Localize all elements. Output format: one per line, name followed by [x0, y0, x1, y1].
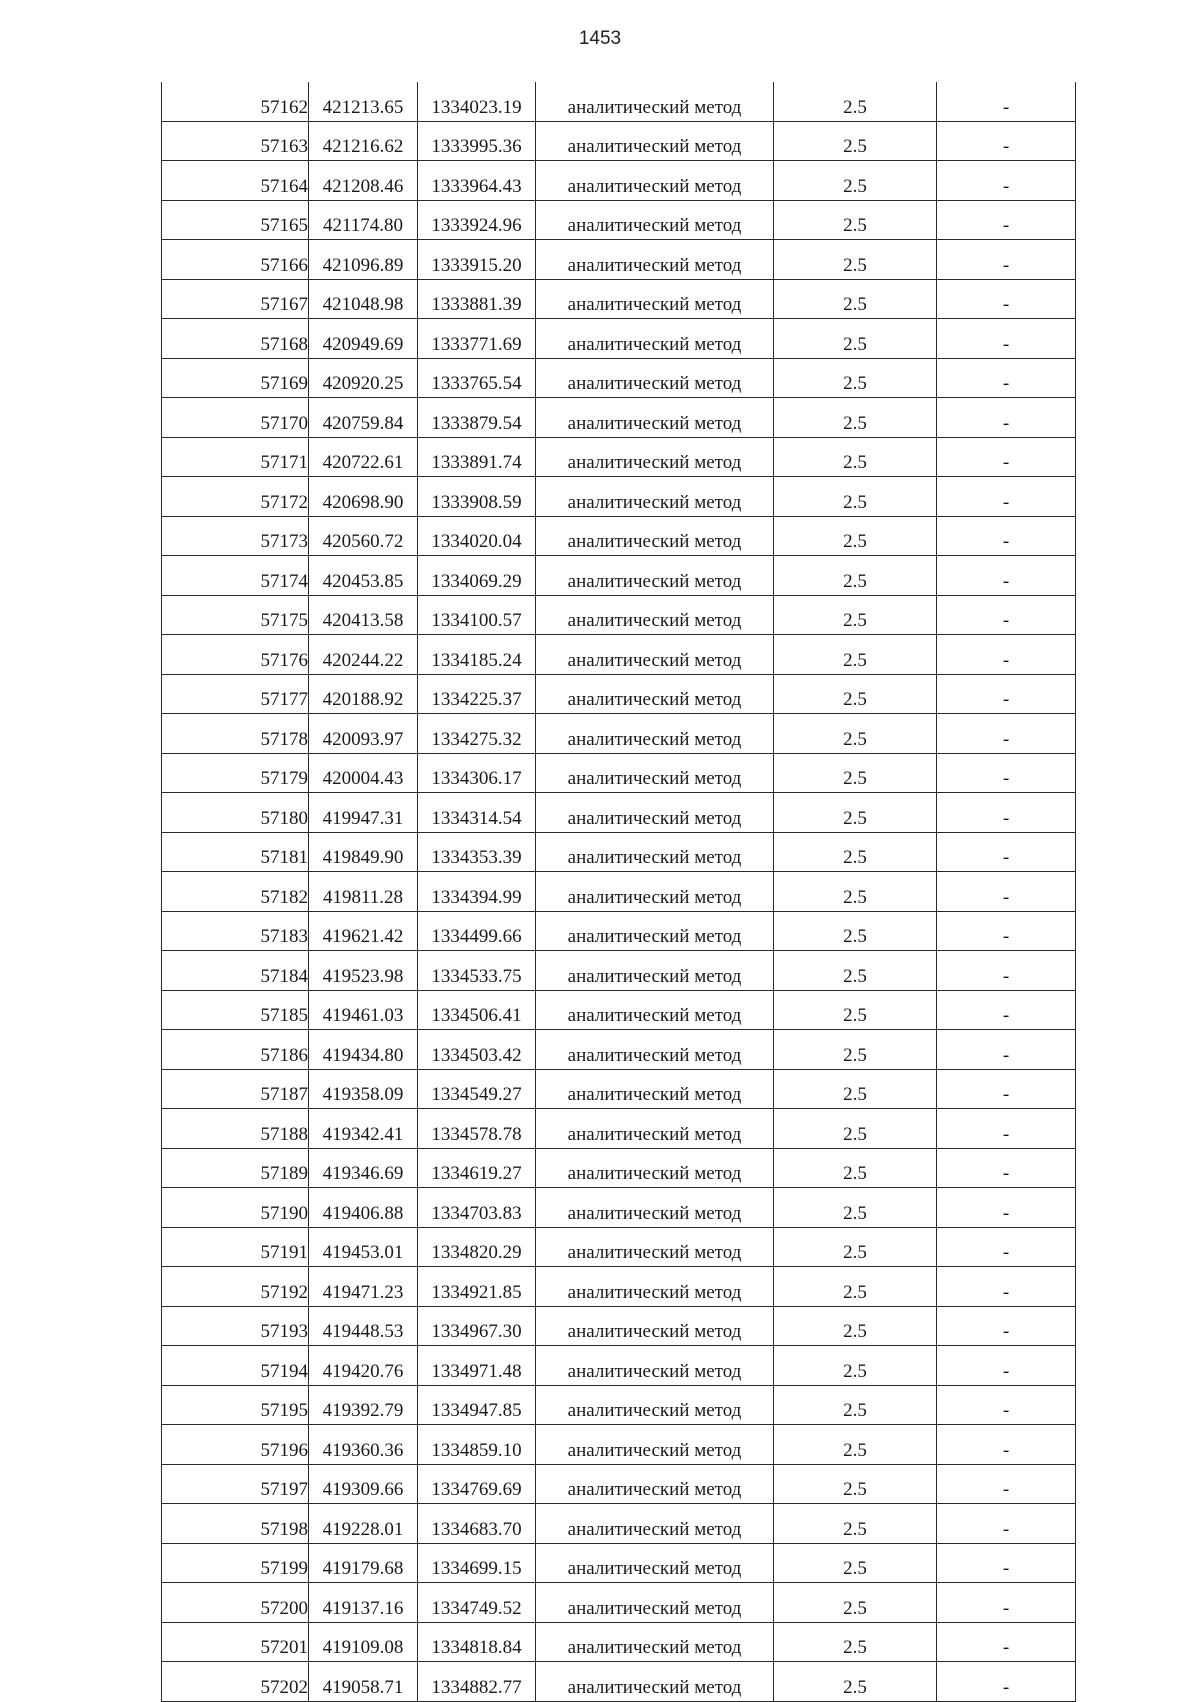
- method-cell: аналитический метод: [536, 635, 774, 675]
- point-number-cell: 57175: [162, 595, 309, 635]
- y-coordinate-cell: 1334967.30: [418, 1306, 536, 1346]
- method-cell: аналитический метод: [536, 1622, 774, 1662]
- point-number-cell: 57200: [162, 1583, 309, 1623]
- accuracy-cell: 2.5: [774, 1583, 937, 1623]
- x-coordinate-cell: 419406.88: [309, 1188, 418, 1228]
- method-cell: аналитический метод: [536, 1148, 774, 1188]
- table-row: [162, 1148, 1076, 1188]
- method-cell: аналитический метод: [536, 437, 774, 477]
- x-coordinate-cell: 420949.69: [309, 319, 418, 359]
- method-cell: аналитический метод: [536, 911, 774, 951]
- note-cell: -: [937, 1030, 1076, 1070]
- table-row: [162, 279, 1076, 319]
- point-number-cell: 57163: [162, 121, 309, 161]
- point-number-cell: 57186: [162, 1030, 309, 1070]
- accuracy-cell: 2.5: [774, 1543, 937, 1583]
- table-row: [162, 1267, 1076, 1307]
- accuracy-cell: 2.5: [774, 1464, 937, 1504]
- point-number-cell: 57187: [162, 1069, 309, 1109]
- x-coordinate-cell: 419453.01: [309, 1227, 418, 1267]
- accuracy-cell: 2.5: [774, 753, 937, 793]
- accuracy-cell: 2.5: [774, 1385, 937, 1425]
- y-coordinate-cell: 1334394.99: [418, 872, 536, 912]
- point-number-cell: 57184: [162, 951, 309, 991]
- accuracy-cell: 2.5: [774, 161, 937, 201]
- accuracy-cell: 2.5: [774, 1346, 937, 1386]
- point-number-cell: 57181: [162, 832, 309, 872]
- table-row: [162, 477, 1076, 517]
- table-row: [162, 990, 1076, 1030]
- y-coordinate-cell: 1333765.54: [418, 358, 536, 398]
- note-cell: -: [937, 1069, 1076, 1109]
- x-coordinate-cell: 421213.65: [309, 82, 418, 121]
- method-cell: аналитический метод: [536, 1069, 774, 1109]
- note-cell: -: [937, 714, 1076, 754]
- table-row: [162, 1583, 1076, 1623]
- note-cell: -: [937, 240, 1076, 280]
- y-coordinate-cell: 1334859.10: [418, 1425, 536, 1465]
- y-coordinate-cell: 1334703.83: [418, 1188, 536, 1228]
- table-row: [162, 437, 1076, 477]
- method-cell: аналитический метод: [536, 714, 774, 754]
- point-number-cell: 57193: [162, 1306, 309, 1346]
- note-cell: -: [937, 1425, 1076, 1465]
- table-row: [162, 832, 1076, 872]
- point-number-cell: 57197: [162, 1464, 309, 1504]
- method-cell: аналитический метод: [536, 1030, 774, 1070]
- accuracy-cell: 2.5: [774, 1267, 937, 1307]
- note-cell: -: [937, 1267, 1076, 1307]
- point-number-cell: 57164: [162, 161, 309, 201]
- note-cell: -: [937, 990, 1076, 1030]
- y-coordinate-cell: 1334578.78: [418, 1109, 536, 1149]
- method-cell: аналитический метод: [536, 595, 774, 635]
- note-cell: -: [937, 635, 1076, 675]
- x-coordinate-cell: 419228.01: [309, 1504, 418, 1544]
- table-row: [162, 951, 1076, 991]
- point-number-cell: 57202: [162, 1662, 309, 1702]
- x-coordinate-cell: 420698.90: [309, 477, 418, 517]
- method-cell: аналитический метод: [536, 1504, 774, 1544]
- point-number-cell: 57192: [162, 1267, 309, 1307]
- x-coordinate-cell: 419461.03: [309, 990, 418, 1030]
- note-cell: -: [937, 911, 1076, 951]
- accuracy-cell: 2.5: [774, 1662, 937, 1702]
- y-coordinate-cell: 1333995.36: [418, 121, 536, 161]
- table-row: [162, 82, 1076, 121]
- accuracy-cell: 2.5: [774, 1030, 937, 1070]
- y-coordinate-cell: 1334549.27: [418, 1069, 536, 1109]
- note-cell: -: [937, 82, 1076, 121]
- x-coordinate-cell: 419358.09: [309, 1069, 418, 1109]
- table-row: [162, 714, 1076, 754]
- table-row: [162, 1543, 1076, 1583]
- y-coordinate-cell: 1334820.29: [418, 1227, 536, 1267]
- note-cell: -: [937, 1583, 1076, 1623]
- table-row: [162, 753, 1076, 793]
- accuracy-cell: 2.5: [774, 990, 937, 1030]
- note-cell: -: [937, 398, 1076, 438]
- method-cell: аналитический метод: [536, 516, 774, 556]
- note-cell: -: [937, 161, 1076, 201]
- method-cell: аналитический метод: [536, 279, 774, 319]
- x-coordinate-cell: 419621.42: [309, 911, 418, 951]
- x-coordinate-cell: 420920.25: [309, 358, 418, 398]
- point-number-cell: 57171: [162, 437, 309, 477]
- note-cell: -: [937, 1543, 1076, 1583]
- note-cell: -: [937, 753, 1076, 793]
- point-number-cell: 57182: [162, 872, 309, 912]
- table-row: [162, 1622, 1076, 1662]
- y-coordinate-cell: 1334503.42: [418, 1030, 536, 1070]
- note-cell: -: [937, 437, 1076, 477]
- table-row: [162, 1227, 1076, 1267]
- table-row: [162, 635, 1076, 675]
- table-row: [162, 1109, 1076, 1149]
- x-coordinate-cell: 420188.92: [309, 674, 418, 714]
- table-row: [162, 1662, 1076, 1702]
- note-cell: -: [937, 1227, 1076, 1267]
- note-cell: -: [937, 793, 1076, 833]
- table-row: [162, 595, 1076, 635]
- y-coordinate-cell: 1334921.85: [418, 1267, 536, 1307]
- note-cell: -: [937, 1464, 1076, 1504]
- table-row: [162, 121, 1076, 161]
- method-cell: аналитический метод: [536, 872, 774, 912]
- method-cell: аналитический метод: [536, 1109, 774, 1149]
- point-number-cell: 57201: [162, 1622, 309, 1662]
- accuracy-cell: 2.5: [774, 240, 937, 280]
- x-coordinate-cell: 421216.62: [309, 121, 418, 161]
- x-coordinate-cell: 419811.28: [309, 872, 418, 912]
- point-number-cell: 57183: [162, 911, 309, 951]
- accuracy-cell: 2.5: [774, 714, 937, 754]
- y-coordinate-cell: 1334818.84: [418, 1622, 536, 1662]
- point-number-cell: 57199: [162, 1543, 309, 1583]
- accuracy-cell: 2.5: [774, 319, 937, 359]
- accuracy-cell: 2.5: [774, 556, 937, 596]
- note-cell: -: [937, 872, 1076, 912]
- accuracy-cell: 2.5: [774, 832, 937, 872]
- x-coordinate-cell: 420722.61: [309, 437, 418, 477]
- x-coordinate-cell: 419109.08: [309, 1622, 418, 1662]
- note-cell: -: [937, 516, 1076, 556]
- y-coordinate-cell: 1334275.32: [418, 714, 536, 754]
- point-number-cell: 57167: [162, 279, 309, 319]
- table-row: [162, 319, 1076, 359]
- note-cell: -: [937, 319, 1076, 359]
- x-coordinate-cell: 419471.23: [309, 1267, 418, 1307]
- note-cell: -: [937, 1346, 1076, 1386]
- point-number-cell: 57166: [162, 240, 309, 280]
- point-number-cell: 57196: [162, 1425, 309, 1465]
- note-cell: -: [937, 832, 1076, 872]
- table-row: [162, 911, 1076, 951]
- y-coordinate-cell: 1333915.20: [418, 240, 536, 280]
- y-coordinate-cell: 1334947.85: [418, 1385, 536, 1425]
- method-cell: аналитический метод: [536, 1188, 774, 1228]
- method-cell: аналитический метод: [536, 398, 774, 438]
- y-coordinate-cell: 1334533.75: [418, 951, 536, 991]
- note-cell: -: [937, 1662, 1076, 1702]
- table-row: [162, 161, 1076, 201]
- y-coordinate-cell: 1334699.15: [418, 1543, 536, 1583]
- y-coordinate-cell: 1333924.96: [418, 200, 536, 240]
- x-coordinate-cell: 419849.90: [309, 832, 418, 872]
- accuracy-cell: 2.5: [774, 911, 937, 951]
- accuracy-cell: 2.5: [774, 1109, 937, 1149]
- note-cell: -: [937, 1109, 1076, 1149]
- accuracy-cell: 2.5: [774, 872, 937, 912]
- method-cell: аналитический метод: [536, 1227, 774, 1267]
- point-number-cell: 57189: [162, 1148, 309, 1188]
- note-cell: -: [937, 1306, 1076, 1346]
- point-number-cell: 57174: [162, 556, 309, 596]
- accuracy-cell: 2.5: [774, 82, 937, 121]
- method-cell: аналитический метод: [536, 1662, 774, 1702]
- accuracy-cell: 2.5: [774, 516, 937, 556]
- x-coordinate-cell: 420413.58: [309, 595, 418, 635]
- accuracy-cell: 2.5: [774, 1148, 937, 1188]
- x-coordinate-cell: 419058.71: [309, 1662, 418, 1702]
- table-row: [162, 516, 1076, 556]
- y-coordinate-cell: 1334314.54: [418, 793, 536, 833]
- point-number-cell: 57169: [162, 358, 309, 398]
- method-cell: аналитический метод: [536, 82, 774, 121]
- y-coordinate-cell: 1334499.66: [418, 911, 536, 951]
- accuracy-cell: 2.5: [774, 398, 937, 438]
- x-coordinate-cell: 420244.22: [309, 635, 418, 675]
- point-number-cell: 57165: [162, 200, 309, 240]
- method-cell: аналитический метод: [536, 161, 774, 201]
- coordinates-table: [161, 82, 1076, 1702]
- x-coordinate-cell: 420560.72: [309, 516, 418, 556]
- accuracy-cell: 2.5: [774, 1425, 937, 1465]
- y-coordinate-cell: 1333964.43: [418, 161, 536, 201]
- point-number-cell: 57176: [162, 635, 309, 675]
- x-coordinate-cell: 419309.66: [309, 1464, 418, 1504]
- note-cell: -: [937, 1385, 1076, 1425]
- page-number: 1453: [578, 28, 622, 49]
- accuracy-cell: 2.5: [774, 437, 937, 477]
- table-row: [162, 1030, 1076, 1070]
- method-cell: аналитический метод: [536, 1425, 774, 1465]
- method-cell: аналитический метод: [536, 200, 774, 240]
- method-cell: аналитический метод: [536, 319, 774, 359]
- accuracy-cell: 2.5: [774, 674, 937, 714]
- note-cell: -: [937, 556, 1076, 596]
- method-cell: аналитический метод: [536, 674, 774, 714]
- method-cell: аналитический метод: [536, 1346, 774, 1386]
- x-coordinate-cell: 420453.85: [309, 556, 418, 596]
- accuracy-cell: 2.5: [774, 1227, 937, 1267]
- x-coordinate-cell: 420759.84: [309, 398, 418, 438]
- method-cell: аналитический метод: [536, 951, 774, 991]
- x-coordinate-cell: 419448.53: [309, 1306, 418, 1346]
- y-coordinate-cell: 1334619.27: [418, 1148, 536, 1188]
- method-cell: аналитический метод: [536, 793, 774, 833]
- accuracy-cell: 2.5: [774, 635, 937, 675]
- note-cell: -: [937, 121, 1076, 161]
- table-row: [162, 793, 1076, 833]
- table-row: [162, 200, 1076, 240]
- x-coordinate-cell: 419179.68: [309, 1543, 418, 1583]
- table-row: [162, 556, 1076, 596]
- table-row: [162, 674, 1076, 714]
- method-cell: аналитический метод: [536, 1385, 774, 1425]
- x-coordinate-cell: 420093.97: [309, 714, 418, 754]
- point-number-cell: 57198: [162, 1504, 309, 1544]
- point-number-cell: 57188: [162, 1109, 309, 1149]
- y-coordinate-cell: 1334185.24: [418, 635, 536, 675]
- y-coordinate-cell: 1334506.41: [418, 990, 536, 1030]
- x-coordinate-cell: 421048.98: [309, 279, 418, 319]
- coordinates-table-body: [162, 82, 1076, 1701]
- point-number-cell: 57194: [162, 1346, 309, 1386]
- x-coordinate-cell: 419342.41: [309, 1109, 418, 1149]
- x-coordinate-cell: 421096.89: [309, 240, 418, 280]
- point-number-cell: 57180: [162, 793, 309, 833]
- point-number-cell: 57195: [162, 1385, 309, 1425]
- note-cell: -: [937, 674, 1076, 714]
- accuracy-cell: 2.5: [774, 1306, 937, 1346]
- accuracy-cell: 2.5: [774, 358, 937, 398]
- method-cell: аналитический метод: [536, 121, 774, 161]
- method-cell: аналитический метод: [536, 1267, 774, 1307]
- y-coordinate-cell: 1334020.04: [418, 516, 536, 556]
- method-cell: аналитический метод: [536, 1543, 774, 1583]
- y-coordinate-cell: 1333881.39: [418, 279, 536, 319]
- note-cell: -: [937, 358, 1076, 398]
- y-coordinate-cell: 1334971.48: [418, 1346, 536, 1386]
- coordinates-table-container: [161, 82, 1076, 1702]
- table-row: [162, 358, 1076, 398]
- point-number-cell: 57178: [162, 714, 309, 754]
- table-row: [162, 1504, 1076, 1544]
- accuracy-cell: 2.5: [774, 279, 937, 319]
- note-cell: -: [937, 951, 1076, 991]
- x-coordinate-cell: 419420.76: [309, 1346, 418, 1386]
- y-coordinate-cell: 1334769.69: [418, 1464, 536, 1504]
- note-cell: -: [937, 1148, 1076, 1188]
- table-row: [162, 398, 1076, 438]
- point-number-cell: 57190: [162, 1188, 309, 1228]
- accuracy-cell: 2.5: [774, 477, 937, 517]
- method-cell: аналитический метод: [536, 1306, 774, 1346]
- y-coordinate-cell: 1334882.77: [418, 1662, 536, 1702]
- table-row: [162, 1464, 1076, 1504]
- note-cell: -: [937, 279, 1076, 319]
- method-cell: аналитический метод: [536, 240, 774, 280]
- point-number-cell: 57162: [162, 82, 309, 121]
- y-coordinate-cell: 1334683.70: [418, 1504, 536, 1544]
- method-cell: аналитический метод: [536, 753, 774, 793]
- table-row: [162, 1385, 1076, 1425]
- table-row: [162, 1188, 1076, 1228]
- accuracy-cell: 2.5: [774, 200, 937, 240]
- method-cell: аналитический метод: [536, 556, 774, 596]
- note-cell: -: [937, 477, 1076, 517]
- method-cell: аналитический метод: [536, 477, 774, 517]
- method-cell: аналитический метод: [536, 1464, 774, 1504]
- point-number-cell: 57172: [162, 477, 309, 517]
- x-coordinate-cell: 419947.31: [309, 793, 418, 833]
- table-row: [162, 1069, 1076, 1109]
- accuracy-cell: 2.5: [774, 1622, 937, 1662]
- y-coordinate-cell: 1334749.52: [418, 1583, 536, 1623]
- method-cell: аналитический метод: [536, 358, 774, 398]
- y-coordinate-cell: 1334069.29: [418, 556, 536, 596]
- y-coordinate-cell: 1333879.54: [418, 398, 536, 438]
- accuracy-cell: 2.5: [774, 1504, 937, 1544]
- y-coordinate-cell: 1334023.19: [418, 82, 536, 121]
- accuracy-cell: 2.5: [774, 1188, 937, 1228]
- table-row: [162, 1306, 1076, 1346]
- y-coordinate-cell: 1334306.17: [418, 753, 536, 793]
- x-coordinate-cell: 420004.43: [309, 753, 418, 793]
- point-number-cell: 57170: [162, 398, 309, 438]
- x-coordinate-cell: 419392.79: [309, 1385, 418, 1425]
- note-cell: -: [937, 595, 1076, 635]
- note-cell: -: [937, 1188, 1076, 1228]
- x-coordinate-cell: 421174.80: [309, 200, 418, 240]
- table-row: [162, 1425, 1076, 1465]
- accuracy-cell: 2.5: [774, 121, 937, 161]
- y-coordinate-cell: 1334100.57: [418, 595, 536, 635]
- accuracy-cell: 2.5: [774, 951, 937, 991]
- x-coordinate-cell: 419137.16: [309, 1583, 418, 1623]
- note-cell: -: [937, 200, 1076, 240]
- point-number-cell: 57191: [162, 1227, 309, 1267]
- y-coordinate-cell: 1333908.59: [418, 477, 536, 517]
- accuracy-cell: 2.5: [774, 1069, 937, 1109]
- table-row: [162, 872, 1076, 912]
- table-row: [162, 240, 1076, 280]
- note-cell: -: [937, 1622, 1076, 1662]
- x-coordinate-cell: 419523.98: [309, 951, 418, 991]
- method-cell: аналитический метод: [536, 1583, 774, 1623]
- x-coordinate-cell: 419346.69: [309, 1148, 418, 1188]
- accuracy-cell: 2.5: [774, 595, 937, 635]
- point-number-cell: 57179: [162, 753, 309, 793]
- table-row: [162, 1346, 1076, 1386]
- point-number-cell: 57185: [162, 990, 309, 1030]
- y-coordinate-cell: 1333771.69: [418, 319, 536, 359]
- y-coordinate-cell: 1334225.37: [418, 674, 536, 714]
- point-number-cell: 57173: [162, 516, 309, 556]
- method-cell: аналитический метод: [536, 990, 774, 1030]
- accuracy-cell: 2.5: [774, 793, 937, 833]
- x-coordinate-cell: 421208.46: [309, 161, 418, 201]
- point-number-cell: 57168: [162, 319, 309, 359]
- y-coordinate-cell: 1333891.74: [418, 437, 536, 477]
- x-coordinate-cell: 419360.36: [309, 1425, 418, 1465]
- note-cell: -: [937, 1504, 1076, 1544]
- point-number-cell: 57177: [162, 674, 309, 714]
- x-coordinate-cell: 419434.80: [309, 1030, 418, 1070]
- y-coordinate-cell: 1334353.39: [418, 832, 536, 872]
- method-cell: аналитический метод: [536, 832, 774, 872]
